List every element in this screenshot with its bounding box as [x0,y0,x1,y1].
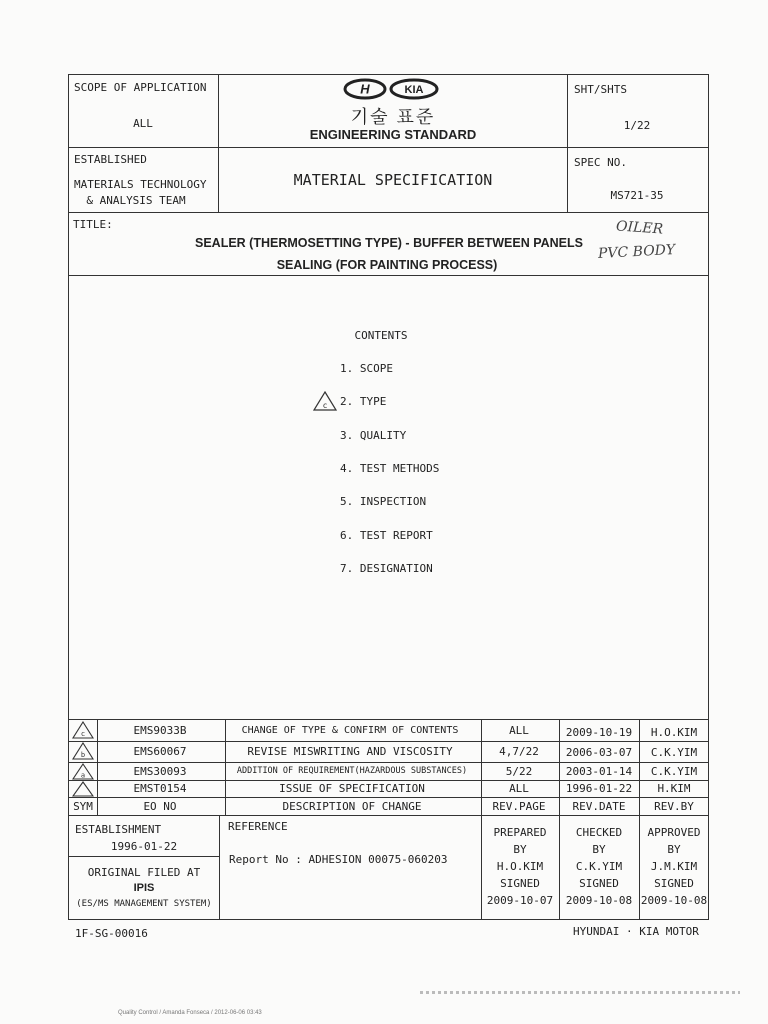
revision-mark-letter: c [322,401,328,410]
checked-line2: BY [592,843,606,856]
checked-date: 2009-10-08 [565,894,633,907]
rule-rev-3 [68,780,709,781]
title-line-1: SEALER (THERMOSETTING TYPE) - BUFFER BETWEEN PANELS [195,236,583,250]
rule-rev-2 [68,762,709,763]
engineering-standard-label: ENGINEERING STANDARD [309,127,477,142]
approved-date: 2009-10-08 [640,894,708,907]
ipis-label: IPIS [133,882,155,894]
handwriting-pvc-body: PVC BODY [597,241,676,263]
revision-row-page: ALL [509,782,529,795]
scope-value: ALL [133,117,153,130]
rule-v-reference [219,815,220,920]
revision-row-eo: EMS9033B [133,724,187,737]
revision-triangle-icon [72,781,94,797]
rule-establishment-split [68,856,219,857]
establishment-label: ESTABLISHMENT [75,823,162,836]
revision-row-sym: b [80,751,86,759]
contents-heading: CONTENTS [354,329,408,342]
reference-label: REFERENCE [228,820,288,833]
report-number: Report No : ADHESION 00075-060203 [229,853,448,866]
revision-row-page: 5/22 [505,765,533,778]
sht-label: SHT/SHTS [574,83,627,96]
company-logo [343,78,439,100]
prepared-line2: BY [513,843,527,856]
rule-v-left-header [218,74,219,212]
prepared-name: H.O.KIM [496,860,544,873]
contents-item: 1. SCOPE [340,362,393,375]
revision-row-eo: EMS30093 [133,765,187,778]
spec-no-label: SPEC NO. [574,156,627,169]
svg-text:KIA: KIA [404,84,424,96]
establishment-date: 1996-01-22 [110,840,178,853]
prepared-date: 2009-10-07 [486,894,554,907]
rule-v-desc [225,719,226,815]
checked-cell [559,815,639,920]
revision-row-desc: ADDITION OF REQUIREMENT(HAZARDOUS SUBSTANCES) [236,766,468,776]
revision-row-sym: c [80,730,86,738]
form-number: 1F-SG-00016 [75,927,148,940]
revision-triangle-icon [72,742,94,760]
print-stamp: Quality Control / Amanda Fonseca / 2012-06-06 03:43 [118,1010,262,1016]
revision-row-desc: CHANGE OF TYPE & CONFIRM OF CONTENTS [241,725,459,736]
revision-triangle-icon [72,763,94,780]
rule-rev-1 [68,741,709,742]
revision-row-desc: ISSUE OF SPECIFICATION [279,782,425,795]
revision-row-date: 2006-03-07 [565,746,633,759]
revision-row-desc: REVISE MISWRITING AND VISCOSITY [247,745,453,758]
prepared-cell [481,815,559,920]
revision-row-date: 1996-01-22 [565,782,633,795]
revision-row-by: C.K.YIM [650,746,698,759]
established-label: ESTABLISHED [74,153,147,166]
rule-header-bottom [68,147,709,148]
revision-row-by: C.K.YIM [650,765,698,778]
revision-header-page: REV.PAGE [492,800,546,813]
revision-row-by: H.KIM [657,782,691,795]
rule-v-sym [97,719,98,815]
checked-signed: SIGNED [579,877,619,890]
rule-rev-top [68,719,709,720]
svg-text:H: H [360,81,370,97]
checked-line1: CHECKED [575,826,623,839]
revision-row-eo: EMS60067 [133,745,187,758]
scan-artifact-line [420,991,740,994]
revision-row-by: H.O.KIM [650,726,698,739]
revision-row-page: ALL [509,724,529,737]
rule-title-bottom [68,275,709,276]
original-filed-label: ORIGINAL FILED AT [87,866,201,879]
revision-header-eo: EO NO [143,800,177,813]
contents-item: 4. TEST METHODS [340,462,440,475]
handwriting-oiler: OILER [615,218,664,238]
contents-item: 7. DESIGNATION [340,562,433,575]
contents-item: 2. TYPE [340,395,387,408]
contents-item: 3. QUALITY [340,429,407,442]
contents-item: 6. TEST REPORT [340,529,433,542]
rule-established-bottom [68,212,709,213]
approved-line1: APPROVED [647,826,701,839]
title-label: TITLE: [73,218,113,231]
contents-item: 5. INSPECTION [340,495,427,508]
doc-type-title: MATERIAL SPECIFICATION [293,171,493,189]
company-name: HYUNDAI · KIA MOTOR [573,925,699,938]
team-line-1: MATERIALS TECHNOLOGY [74,178,207,191]
prepared-signed: SIGNED [500,877,540,890]
revision-row-date: 2009-10-19 [565,726,633,739]
approved-name: J.M.KIM [650,860,698,873]
prepared-line1: PREPARED [493,826,547,839]
approved-signed: SIGNED [654,877,694,890]
scope-label: SCOPE OF APPLICATION [74,81,207,94]
team-line-2: & ANALYSIS TEAM [86,194,186,207]
revision-header-by: REV.BY [654,800,694,813]
logo-korean-text: 기술 표준 [350,107,436,127]
rule-v-right-header [567,74,568,212]
revision-header-date: REV.DATE [572,800,626,813]
revision-triangle-icon [72,721,94,739]
revision-row-eo: EMST0154 [133,782,187,795]
title-line-2: SEALING (FOR PAINTING PROCESS) [276,258,498,272]
revision-row-page: 4,7/22 [499,745,539,758]
rule-rev-4 [68,797,709,798]
revision-header-desc: DESCRIPTION OF CHANGE [282,800,422,813]
approved-line2: BY [667,843,681,856]
revision-row-sym: a [80,771,86,780]
revision-row-date: 2003-01-14 [565,765,633,778]
ipis-subtitle: (ES/MS MANAGEMENT SYSTEM) [76,899,212,909]
revision-header-sym: SYM [73,800,93,813]
spec-no-value: MS721-35 [610,189,664,202]
checked-name: C.K.YIM [575,860,623,873]
revision-triangle-icon [313,391,337,411]
sht-value: 1/22 [623,119,651,132]
approved-cell [639,815,709,920]
